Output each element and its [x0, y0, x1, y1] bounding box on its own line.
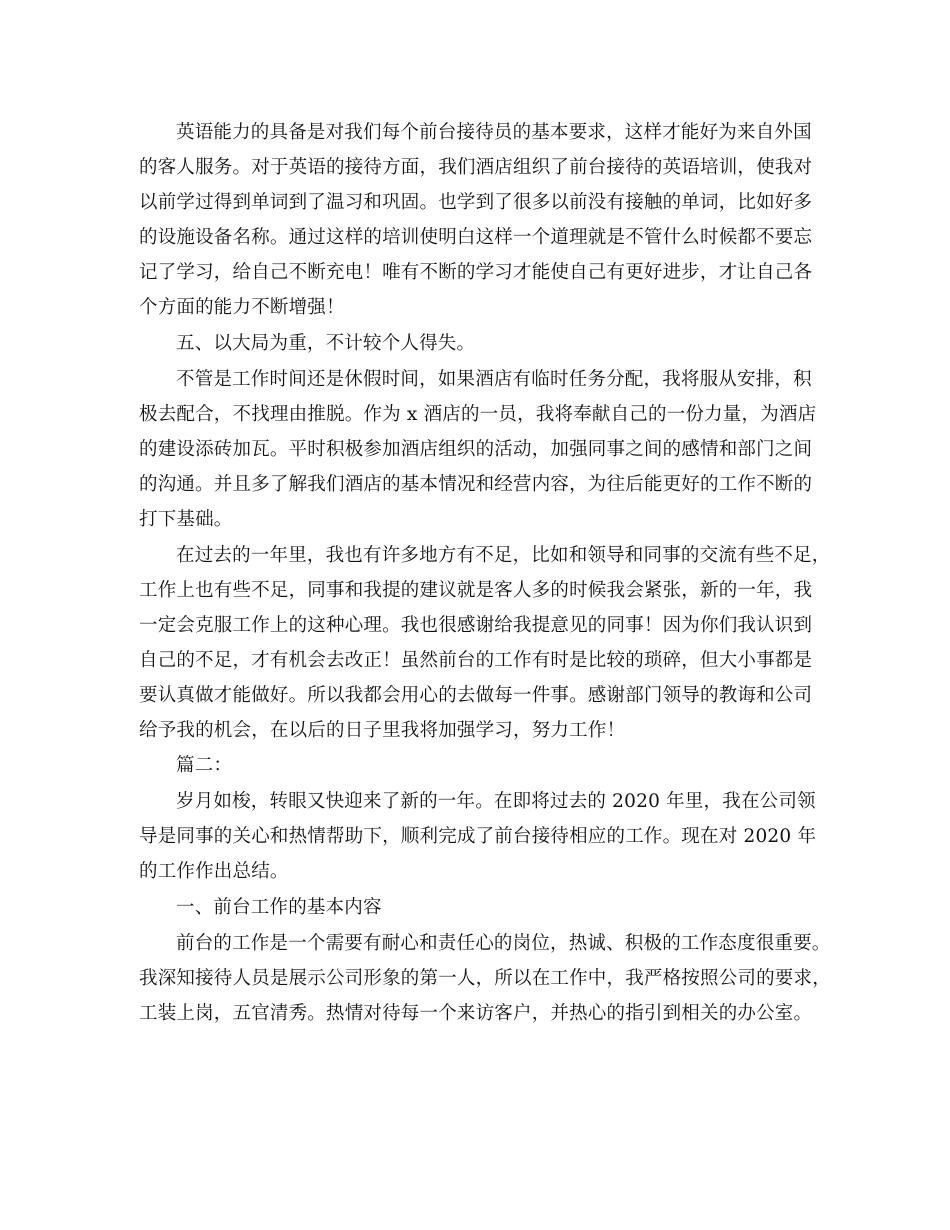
text-line: 的工作作出总结。 — [139, 861, 289, 882]
text-line: 工装上岗，五官清秀。热情对待每一个来访客户，并热心的指引到相关的办公室。 — [139, 1003, 813, 1024]
text-line: 的建设添砖加瓦。平时积极参加酒店组织的活动，加强同事之间的感情和部门之间 — [139, 439, 813, 460]
text-line: 打下基础。 — [139, 509, 233, 530]
text-line: 自己的不足，才有机会去改正！虽然前台的工作有时是比较的琐碎，但大小事都是 — [139, 650, 813, 671]
text-line: 岁月如梭，转眼又快迎来了新的一年。在即将过去的 2020 年里，我在公司领 — [176, 791, 816, 812]
text-line: 英语能力的具备是对我们每个前台接待员的基本要求，这样才能好为来自外国 — [176, 122, 812, 143]
text-line: 不管是工作时间还是休假时间，如果酒店有临时任务分配，我将服从安排，积 — [176, 369, 812, 390]
text-line: 个方面的能力不断增强！ — [139, 297, 345, 318]
text-line: 我深知接待人员是展示公司形象的第一人，所以在工作中，我严格按照公司的要求， — [139, 968, 831, 989]
text-line: 的设施设备名称。通过这样的培训使明白这样一个道理就是不管什么时候都不要忘 — [139, 227, 813, 248]
text-line: 一定会克服工作上的这种心理。我也很感谢给我提意见的同事！因为你们我认识到 — [139, 615, 813, 636]
text-line: 要认真做才能做好。所以我都会用心的去做每一件事。感谢部门领导的教诲和公司 — [139, 685, 813, 706]
text-line: 在过去的一年里，我也有许多地方有不足，比如和领导和同事的交流有些不足， — [176, 545, 831, 566]
text-line: 给予我的机会，在以后的日子里我将加强学习，努力工作！ — [139, 720, 626, 741]
text-line: 的沟通。并且多了解我们酒店的基本情况和经营内容，为往后能更好的工作不断的 — [139, 474, 813, 495]
text-line: 的客人服务。对于英语的接待方面，我们酒店组织了前台接待的英语培训，使我对 — [139, 157, 813, 178]
text-line: 导是同事的关心和热情帮助下，顺利完成了前台接待相应的工作。现在对 2020 年 — [139, 826, 817, 847]
text-line: 以前学过得到单词到了温习和巩固。也学到了很多以前没有接触的单词，比如好多 — [139, 192, 813, 213]
text-line: 记了学习，给自己不断充电！唯有不断的学习才能使自己有更好进步，才让自己各 — [139, 262, 813, 283]
text-line: 前台的工作是一个需要有耐心和责任心的岗位，热诚、积极的工作态度很重要。 — [176, 933, 831, 954]
heading-text: 篇二： — [176, 755, 233, 776]
text-line: 工作上也有些不足，同事和我提的建议就是客人多的时候我会紧张，新的一年，我 — [139, 580, 813, 601]
text-line: 极去配合，不找理由推脱。作为 x 酒店的一员，我将奉献自己的一份力量，为酒店 — [139, 404, 817, 425]
heading-text: 一、前台工作的基本内容 — [176, 897, 382, 918]
heading-text: 五、以大局为重，不计较个人得失。 — [176, 333, 476, 354]
